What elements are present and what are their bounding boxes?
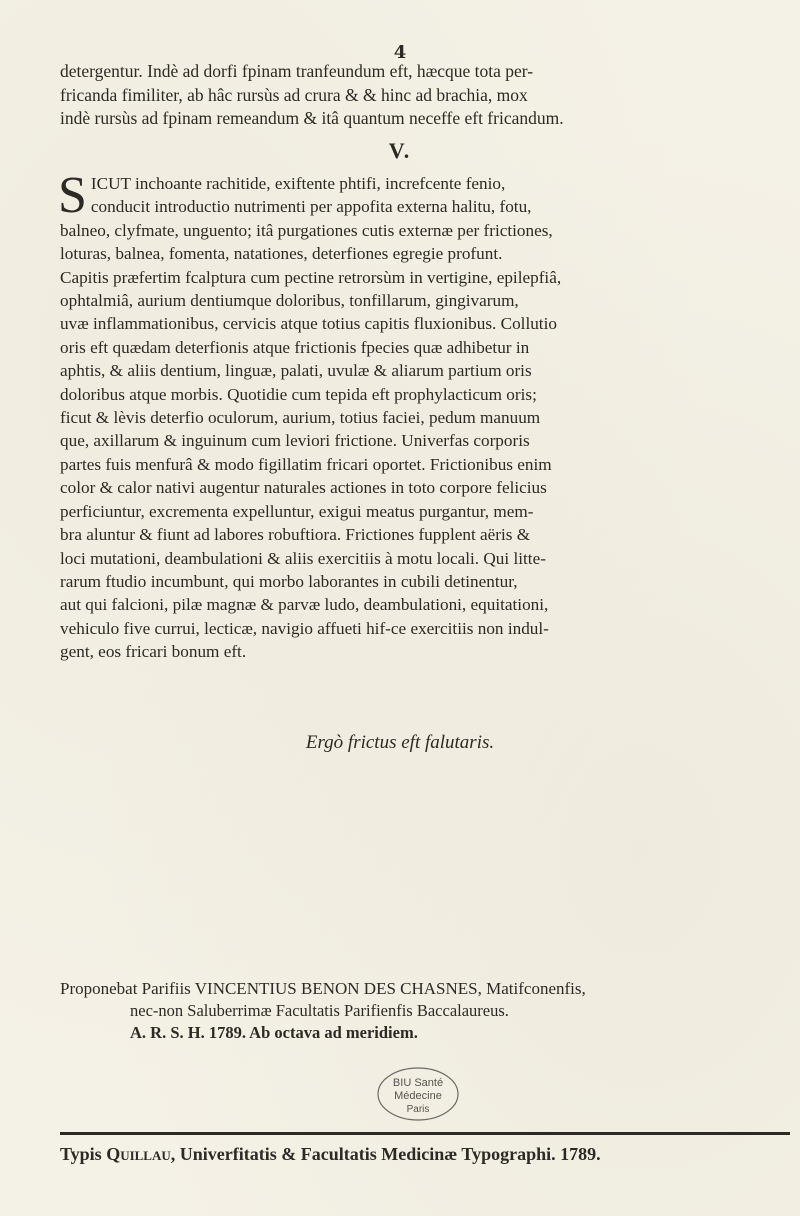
printer-name: Quillau	[106, 1144, 171, 1164]
presenter-suffix: , Matifconenfis,	[477, 979, 586, 998]
text-line: vehiculo five currui, lecticæ, navigio affueti hif-ce exercitiis non indul-	[60, 618, 549, 638]
presenter-name: VINCENTIUS BENON DES CHASNES	[194, 979, 478, 998]
text-line: que, axillarum & inguinum cum leviori frictione. Univerfas corporis	[60, 431, 530, 451]
text-line: balneo, clyfmate, unguento; itâ purgationes cutis externæ per frictiones,	[60, 220, 553, 240]
text-line: color & calor nativi augentur naturales actiones in toto corpore felicius	[60, 478, 547, 498]
library-stamp	[372, 1064, 464, 1124]
text-line: detergentur. Indè ad dorfi fpinam tranfeundum eft, hæcque tota per-	[60, 61, 534, 81]
text-line: fricanda fimiliter, ab hâc rursùs ad crura & & hinc ad brachia, mox	[60, 84, 528, 105]
printer-line	[60, 1144, 800, 1165]
drop-cap: S	[58, 167, 87, 224]
presenter-prefix: Proponebat Parifiis	[60, 979, 191, 998]
text-line: aut qui falcioni, pilæ magnæ & parvæ ludo, deambulationi, equitationi,	[60, 595, 549, 615]
text-line: partes fuis menfurâ & modo figillatim fricari oportet. Frictionibus enim	[60, 454, 552, 474]
text-line: loturas, balnea, fomenta, natationes, deterfiones egregie profunt.	[60, 244, 503, 264]
text-line: loci mutationi, deambulationi & aliis exercitiis à motu locali. Qui litte-	[60, 548, 546, 568]
text-line: oris eft quædam deterfionis atque frictionis fpecies quæ adhibetur in	[60, 337, 530, 357]
conclusion-line: Ergò frictus eft falutaris.	[305, 732, 495, 753]
text-line: perficiuntur, excrementa expelluntur, exigui meatus purgantur, mem-	[60, 501, 534, 521]
text-line: ICUT inchoante rachitide, exiftente phtifi, increfcente fenio,	[90, 174, 506, 193]
presenter-line	[60, 978, 800, 1000]
printer-prefix: Typis	[60, 1144, 102, 1164]
text-line: bra aluntur & fiunt ad labores robuftiora. Frictiones fupplent aëris &	[60, 525, 531, 545]
text-line: doloribus atque morbis. Quotidie cum tepida eft prophylacticum oris;	[60, 384, 537, 404]
text-line: gent, eos fricari bonum eft.	[60, 642, 247, 662]
section-heading: V.	[388, 138, 412, 163]
text-line: ophtalmiâ, aurium dentiumque doloribus, tonfillarum, gingivarum,	[60, 291, 519, 311]
text-line: aphtis, & aliis dentium, linguæ, palati, uvulæ & aliarum partium oris	[60, 361, 532, 381]
text-line: ficut & lèvis deterfio oculorum, aurium, totius faciei, pedum manuum	[60, 408, 541, 428]
section-body	[58, 167, 800, 664]
date-line: A. R. S. H. 1789. Ab octava ad meridiem.	[130, 1023, 418, 1042]
text-line: Capitis præfertim fcalptura cum pectine retrorsùm in vertigine, epilepfiâ,	[60, 267, 562, 287]
stamp-line-1: BIU Santé	[392, 1077, 444, 1089]
text-line: indè rursùs ad fpinam remeandum & itâ quantum neceffe eft fricandum.	[60, 108, 564, 128]
printer-rule	[60, 1132, 790, 1135]
stamp-line-2: Médecine	[394, 1090, 442, 1102]
presenter-title-line: nec-non Saluberrimæ Facultatis Parifienfis Baccalaureus.	[130, 1001, 509, 1020]
text-line: uvæ inflammationibus, cervicis atque totius capitis fluxionibus. Collutio	[60, 314, 557, 334]
stamp-line-3: Paris	[406, 1104, 430, 1115]
intro-paragraph	[60, 60, 800, 131]
thesis-footer	[60, 978, 800, 1044]
text-line: rarum ftudio incumbunt, qui morbo laborantes in cubili detinentur,	[60, 571, 518, 591]
page-number: 4	[393, 42, 407, 63]
printer-suffix: , Univerfitatis & Facultatis Medicinæ Typographi. 1789.	[170, 1144, 601, 1164]
text-line: conducit introductio nutrimenti per appofita externa halitu, fotu,	[90, 197, 532, 217]
